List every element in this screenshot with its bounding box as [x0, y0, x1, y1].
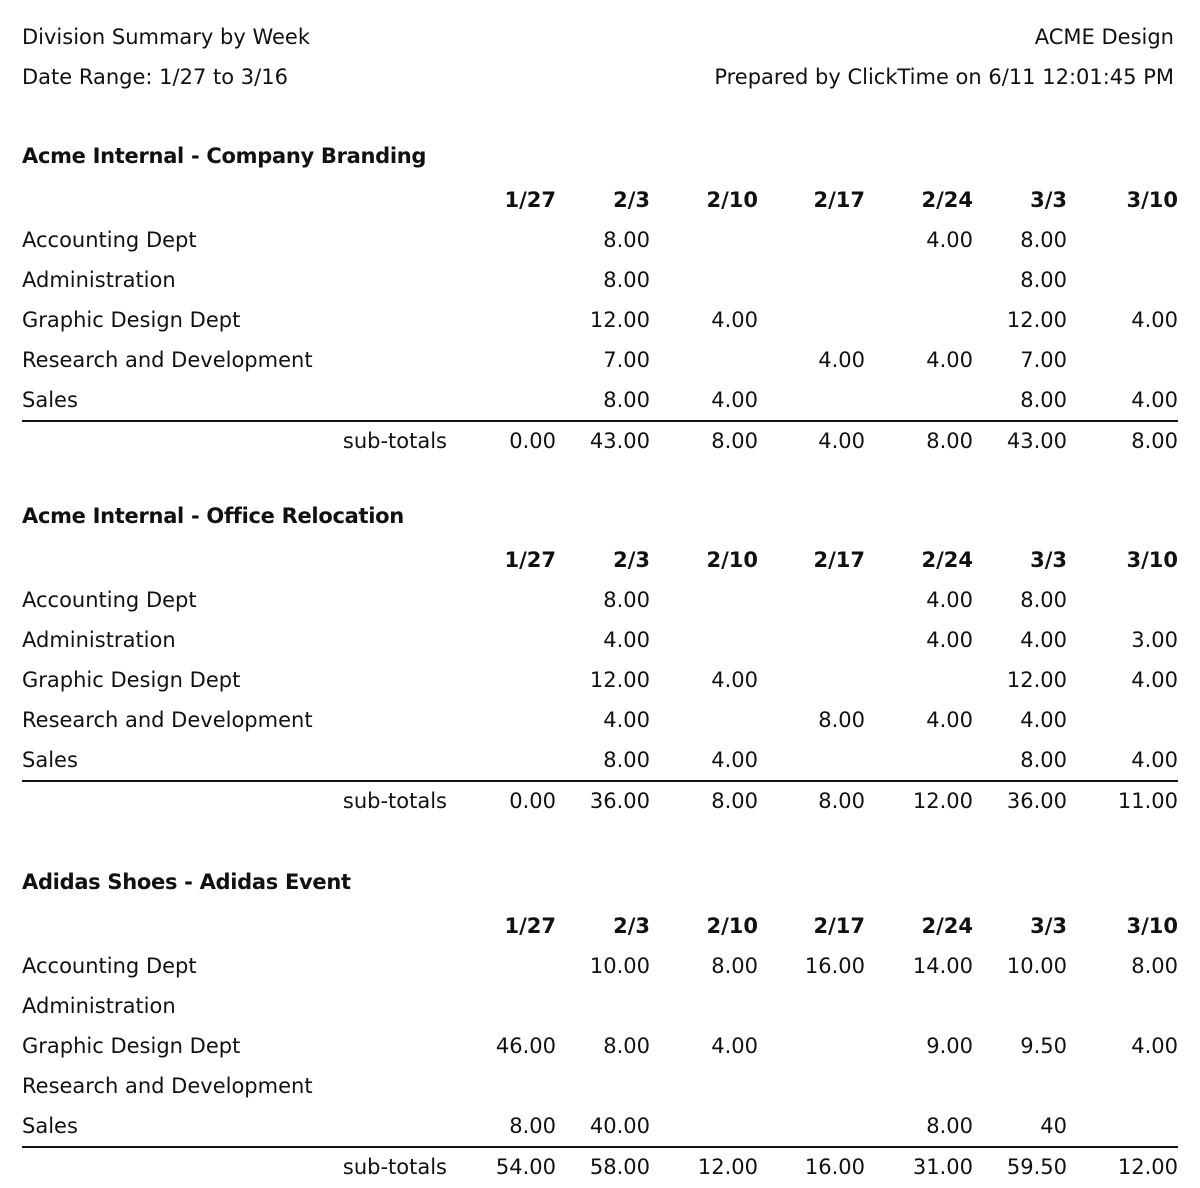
hours-cell	[758, 260, 865, 300]
report-header-row-1	[22, 22, 1174, 52]
hours-cell	[650, 220, 758, 260]
hours-cell: 40	[1040, 1114, 1067, 1138]
company-name: ACME Design	[1034, 25, 1174, 49]
prepared-by: Prepared by ClickTime on 6/11 12:01:45 PM	[714, 65, 1174, 89]
subtotal-cell: 4.00	[758, 421, 865, 460]
subtotal-cell: 8.00	[650, 781, 758, 820]
week-header: 2/3	[613, 188, 650, 212]
table-row	[22, 946, 1178, 986]
hours-cell	[865, 660, 973, 700]
hours-cell	[1067, 220, 1178, 260]
subtotal-cell: 54.00	[447, 1147, 556, 1186]
subtotal-cell: 36.00	[556, 781, 650, 820]
hours-cell: 4.00	[926, 228, 973, 252]
week-header: 2/10	[706, 188, 758, 212]
week-header: 2/10	[706, 914, 758, 938]
hours-cell	[447, 986, 556, 1026]
week-header: 2/10	[706, 548, 758, 572]
project-section	[22, 866, 1178, 1186]
subtotal-cell: 12.00	[650, 1147, 758, 1186]
hours-cell: 8.00	[1131, 954, 1178, 978]
week-header: 2/24	[921, 188, 973, 212]
hours-cell: 3.00	[1131, 628, 1178, 652]
hours-cell: 4.00	[1131, 388, 1178, 412]
hours-table	[22, 180, 1178, 460]
hours-cell	[650, 1066, 758, 1106]
hours-cell	[758, 1066, 865, 1106]
hours-cell	[1067, 260, 1178, 300]
hours-cell	[447, 220, 556, 260]
table-row	[22, 1106, 1178, 1147]
table-row	[22, 380, 1178, 421]
hours-cell	[447, 1066, 556, 1106]
hours-cell: 4.00	[1020, 628, 1067, 652]
report-title: Division Summary by Week	[22, 25, 311, 49]
hours-cell	[1067, 1106, 1178, 1147]
date-range: Date Range: 1/27 to 3/16	[22, 65, 288, 89]
hours-cell: 8.00	[1020, 388, 1067, 412]
hours-cell	[758, 1106, 865, 1147]
subtotal-cell: 12.00	[1067, 1147, 1178, 1186]
hours-cell: 12.00	[1006, 308, 1067, 332]
hours-cell: 4.00	[818, 348, 865, 372]
week-header: 1/27	[504, 914, 556, 938]
table-row	[22, 340, 1178, 380]
section-title: Acme Internal - Company Branding	[22, 144, 427, 168]
hours-cell: 8.00	[926, 1114, 973, 1138]
hours-cell: 4.00	[926, 348, 973, 372]
division-label: Accounting Dept	[22, 954, 197, 978]
hours-cell	[556, 986, 650, 1026]
division-label: Graphic Design Dept	[22, 668, 241, 692]
hours-cell: 4.00	[711, 748, 758, 772]
hours-table	[22, 906, 1178, 1186]
hours-cell: 8.00	[603, 1034, 650, 1058]
division-label: Administration	[22, 628, 176, 652]
hours-cell: 4.00	[711, 308, 758, 332]
hours-cell: 12.00	[589, 308, 650, 332]
hours-cell	[865, 1066, 973, 1106]
hours-cell: 9.50	[1020, 1034, 1067, 1058]
division-label: Research and Development	[22, 348, 313, 372]
division-label: Administration	[22, 994, 176, 1018]
division-label: Sales	[22, 1114, 78, 1138]
week-header-row	[22, 906, 1178, 946]
hours-cell	[650, 1106, 758, 1147]
week-header: 1/27	[504, 548, 556, 572]
hours-cell: 8.00	[603, 388, 650, 412]
subtotal-cell: 0.00	[447, 421, 556, 460]
table-row	[22, 300, 1178, 340]
hours-cell: 16.00	[804, 954, 865, 978]
hours-cell	[973, 1066, 1067, 1106]
hours-cell	[650, 260, 758, 300]
hours-cell: 4.00	[1131, 748, 1178, 772]
division-label: Sales	[22, 388, 78, 412]
week-header: 2/17	[813, 914, 865, 938]
hours-cell: 8.00	[1020, 228, 1067, 252]
hours-cell	[758, 740, 865, 781]
week-header: 3/10	[1126, 548, 1178, 572]
subtotal-row	[22, 1147, 1178, 1186]
subtotal-cell: 8.00	[1067, 421, 1178, 460]
table-row	[22, 260, 1178, 300]
week-header: 2/24	[921, 914, 973, 938]
hours-cell: 4.00	[926, 708, 973, 732]
subtotal-cell: 43.00	[973, 421, 1067, 460]
hours-cell	[973, 986, 1067, 1026]
hours-cell	[447, 340, 556, 380]
subtotal-cell: 8.00	[650, 421, 758, 460]
hours-cell	[650, 340, 758, 380]
week-header: 3/3	[1030, 188, 1067, 212]
hours-cell	[447, 380, 556, 421]
week-header: 1/27	[504, 188, 556, 212]
week-header: 3/3	[1030, 914, 1067, 938]
subtotal-label: sub-totals	[332, 1147, 447, 1186]
section-title: Adidas Shoes - Adidas Event	[22, 870, 351, 894]
hours-cell	[865, 740, 973, 781]
hours-cell: 4.00	[1020, 708, 1067, 732]
hours-cell	[650, 986, 758, 1026]
hours-cell: 10.00	[589, 954, 650, 978]
hours-cell	[1067, 580, 1178, 620]
hours-cell	[758, 380, 865, 421]
subtotal-spacer	[22, 781, 332, 820]
hours-cell	[447, 700, 556, 740]
hours-cell: 7.00	[1020, 348, 1067, 372]
hours-cell	[556, 1066, 650, 1106]
table-row	[22, 620, 1178, 660]
hours-cell: 9.00	[926, 1034, 973, 1058]
hours-cell	[650, 580, 758, 620]
table-row	[22, 1066, 1178, 1106]
table-row	[22, 580, 1178, 620]
hours-cell: 4.00	[1131, 308, 1178, 332]
hours-cell	[1067, 986, 1178, 1026]
hours-cell	[1067, 1066, 1178, 1106]
hours-cell	[758, 580, 865, 620]
hours-cell: 40.00	[589, 1114, 650, 1138]
subtotal-label: sub-totals	[332, 781, 447, 820]
hours-cell: 4.00	[603, 628, 650, 652]
hours-cell	[447, 580, 556, 620]
hours-cell: 4.00	[711, 1034, 758, 1058]
week-header: 2/17	[813, 548, 865, 572]
table-row	[22, 740, 1178, 781]
table-row	[22, 986, 1178, 1026]
hours-cell	[447, 740, 556, 781]
hours-cell	[865, 300, 973, 340]
subtotal-cell: 16.00	[758, 1147, 865, 1186]
subtotal-label: sub-totals	[332, 421, 447, 460]
division-label: Accounting Dept	[22, 588, 197, 612]
week-header: 2/17	[813, 188, 865, 212]
division-label: Graphic Design Dept	[22, 1034, 241, 1058]
hours-cell: 8.00	[603, 748, 650, 772]
hours-cell: 4.00	[1131, 1034, 1178, 1058]
header-spacer	[22, 906, 447, 946]
division-label: Accounting Dept	[22, 228, 197, 252]
division-label: Research and Development	[22, 1074, 313, 1098]
subtotal-cell: 36.00	[973, 781, 1067, 820]
division-label: Graphic Design Dept	[22, 308, 241, 332]
hours-cell	[447, 660, 556, 700]
hours-cell: 4.00	[1131, 668, 1178, 692]
hours-cell: 4.00	[603, 708, 650, 732]
subtotal-row	[22, 421, 1178, 460]
subtotal-spacer	[22, 1147, 332, 1186]
hours-cell: 8.00	[603, 228, 650, 252]
hours-cell: 4.00	[711, 388, 758, 412]
table-row	[22, 700, 1178, 740]
division-label: Sales	[22, 748, 78, 772]
hours-cell: 10.00	[1006, 954, 1067, 978]
hours-cell: 8.00	[509, 1114, 556, 1138]
subtotal-cell: 0.00	[447, 781, 556, 820]
hours-cell	[865, 260, 973, 300]
week-header-row	[22, 540, 1178, 580]
header-spacer	[22, 540, 447, 580]
subtotal-cell: 8.00	[865, 421, 973, 460]
hours-cell	[865, 986, 973, 1026]
week-header: 2/24	[921, 548, 973, 572]
subtotal-spacer	[22, 421, 332, 460]
week-header-row	[22, 180, 1178, 220]
hours-table	[22, 540, 1178, 820]
subtotal-row	[22, 781, 1178, 820]
hours-cell	[1067, 700, 1178, 740]
subtotal-cell: 31.00	[865, 1147, 973, 1186]
hours-cell: 8.00	[818, 708, 865, 732]
hours-cell	[650, 620, 758, 660]
subtotal-cell: 11.00	[1067, 781, 1178, 820]
project-section	[22, 500, 1178, 820]
hours-cell	[447, 260, 556, 300]
hours-cell	[758, 300, 865, 340]
table-row	[22, 220, 1178, 260]
hours-cell: 8.00	[1020, 588, 1067, 612]
subtotal-cell: 12.00	[865, 781, 973, 820]
header-spacer	[22, 180, 447, 220]
week-header: 2/3	[613, 548, 650, 572]
division-label: Research and Development	[22, 708, 313, 732]
hours-cell: 46.00	[495, 1034, 556, 1058]
subtotal-cell: 58.00	[556, 1147, 650, 1186]
hours-cell	[758, 620, 865, 660]
division-label: Administration	[22, 268, 176, 292]
subtotal-cell: 59.50	[973, 1147, 1067, 1186]
week-header: 2/3	[613, 914, 650, 938]
hours-cell: 8.00	[603, 268, 650, 292]
section-title: Acme Internal - Office Relocation	[22, 504, 404, 528]
week-header: 3/10	[1126, 188, 1178, 212]
hours-cell: 4.00	[711, 668, 758, 692]
week-header: 3/3	[1030, 548, 1067, 572]
hours-cell	[447, 300, 556, 340]
hours-cell	[650, 700, 758, 740]
report-header-row-2	[22, 62, 1174, 92]
hours-cell	[447, 620, 556, 660]
project-section	[22, 140, 1178, 460]
hours-cell: 8.00	[1020, 268, 1067, 292]
hours-cell: 4.00	[926, 628, 973, 652]
hours-cell	[758, 660, 865, 700]
week-header: 3/10	[1126, 914, 1178, 938]
hours-cell: 7.00	[603, 348, 650, 372]
hours-cell	[865, 380, 973, 421]
hours-cell: 8.00	[603, 588, 650, 612]
hours-cell: 12.00	[589, 668, 650, 692]
hours-cell	[758, 986, 865, 1026]
subtotal-cell: 8.00	[758, 781, 865, 820]
hours-cell: 14.00	[912, 954, 973, 978]
hours-cell: 12.00	[1006, 668, 1067, 692]
table-row	[22, 1026, 1178, 1066]
subtotal-cell: 43.00	[556, 421, 650, 460]
hours-cell: 4.00	[926, 588, 973, 612]
hours-cell	[1067, 340, 1178, 380]
hours-cell	[758, 220, 865, 260]
table-row	[22, 660, 1178, 700]
hours-cell: 8.00	[1020, 748, 1067, 772]
hours-cell: 8.00	[711, 954, 758, 978]
hours-cell	[447, 946, 556, 986]
hours-cell	[758, 1026, 865, 1066]
